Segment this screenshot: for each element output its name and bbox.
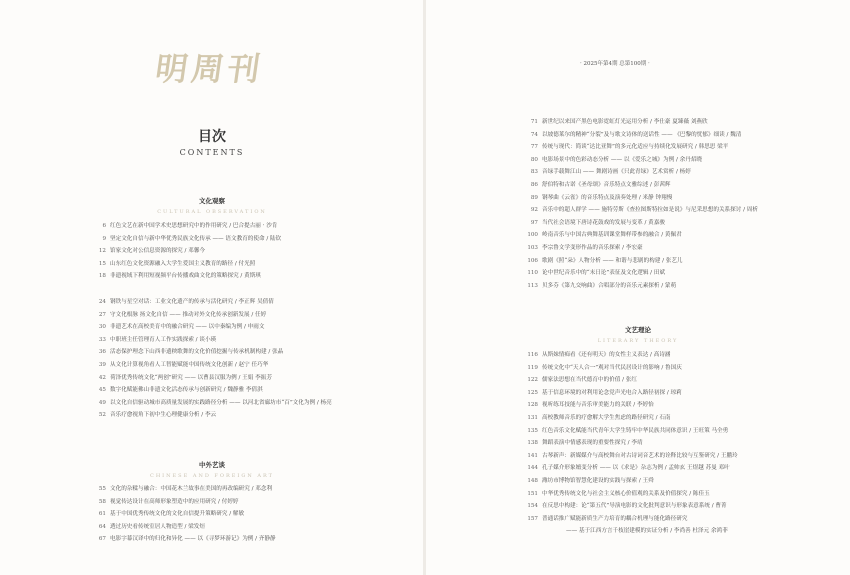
toc-entry[interactable] [524,243,758,256]
article-title: 视觉传达设计在高师形象塑造中的应用研究 / 付婷婷 [110,498,239,505]
page-number: 135 [527,427,538,434]
page-number: 144 [527,465,538,472]
page-number: 71 [530,119,538,125]
toc-entry[interactable] [524,193,758,206]
toc-entry[interactable] [524,256,758,269]
article-title: 电影字幕汉译中的归化和异化 —— 以《寻梦环游记》为例 / 齐静静 [110,536,276,543]
page-number: 61 [98,511,106,518]
page-number: 97 [530,219,538,226]
toc-entry[interactable] [92,534,276,547]
toc-entry[interactable] [524,180,758,193]
toc-list-cultural-2 [92,297,332,423]
page-number: 45 [98,387,106,394]
page-number: 151 [527,490,538,497]
toc-entry[interactable] [92,271,281,284]
toc-entry[interactable] [524,268,758,281]
page-number: 103 [527,244,538,251]
toc-entry[interactable] [92,347,332,360]
toc-list-art [92,484,276,547]
page-number: 18 [98,273,106,280]
article-title: 以文化自信驱动城市高质量发展的实践路径分析 —— 以河北省廊坊市“百”文化为例 / 杨亮 [110,399,332,406]
article-title: 从斯妹情痴看《还有明天》的女性主义表达 / 高诗涵 [542,352,671,358]
toc-entry[interactable] [92,410,332,423]
article-title: 传统文化中“天人合一”观对当代民居设计的影响 / 鲁国庆 [542,364,682,371]
article-title: —— 基于江西方言千枝崖建模的实证分析 / 李尚善 杜泽元 余鸿菲 [566,528,728,535]
page-number: 77 [530,144,538,151]
page-number: 9 [102,235,106,242]
article-title: 钢铁与星空对话：工业文化遗产的传承与活化研究 / 李正辉 吴倩倩 [110,299,274,305]
page-number: 131 [527,414,538,421]
page-number: 39 [98,361,106,368]
toc-subtitle: CONTENTS [179,148,245,157]
page-number: 154 [527,503,538,510]
toc-list-literary [524,350,738,539]
article-title: 以坡德莱尔的精神“分裂”及与歌文诗体的送话性 —— 《巴黎的忧郁》细读 / 魏清 [542,131,742,138]
page-number: 83 [530,169,538,176]
toc-entry[interactable] [524,426,738,439]
page-number: 141 [527,452,538,459]
toc-entry[interactable] [524,476,738,489]
page-number: 42 [98,374,106,381]
article-title: 潍坊市博物馆智慧化建设的实践与探索 / 王舜 [542,477,654,484]
toc-entry[interactable] [524,167,758,180]
article-title: 红色文艺在新中国学术史思想研究中的作用研究 / 巴合提古丽 · 沙肯 [110,223,278,229]
page-number: 119 [527,364,538,371]
article-title: 透过历史看传统室居人物造型 / 梁发烜 [110,523,205,530]
article-title: 非遗视域下利用短视频平台传播戏曲文化的策略探究 / 黄斯琪 [110,273,261,280]
toc-entry[interactable] [92,398,332,411]
article-title: 歌剧《照“朵》人物分析 —— 和谐与悲剧的构建 / 张艺儿 [542,257,683,264]
article-title: 红色音乐文化赋能当代青年大学生铸牢中华民族共同体意识 / 王旺策 马全勇 [542,427,729,434]
section-subtitle-cultural: CULTURAL OBSERVATION [157,209,267,215]
toc-list-art-continued [524,117,758,293]
article-title: 当代社会语境下唐诗花鼓戏的发展与变革 / 黄嘉骏 [542,219,665,226]
article-title: 古琴新声：新媒媒介与高校舞台对古诗词音艺术的诠释比较与互鉴研究 / 王鹏玲 [542,452,738,459]
toc-entry[interactable] [92,297,332,310]
article-title: 李宗鲁文学变形作品的音乐探索 / 李宏豪 [542,244,643,251]
toc-entry[interactable] [92,522,276,535]
article-title: 舒伯特和古诺《圣母颂》音乐特点文雅综述 / 彭茜辉 [542,181,671,188]
right-page [426,0,850,575]
page-number: 30 [98,324,106,331]
toc-entry[interactable] [92,221,281,234]
page-number: 110 [527,270,538,277]
page-number: 33 [98,336,106,343]
toc-entry[interactable] [92,484,276,497]
article-title: 数字化赋能佛山非遗文化活态传承与创新研究 / 魏静雅 李倩淇 [110,387,263,394]
article-title: 电影场景中的色彩动态分析 —— 以《爱乐之城》为例 / 余丹炤晓 [542,156,703,163]
article-title: 论中世纪音乐中的“末日论”表征及文化逻辑 / 田斌 [542,270,666,277]
section-title-cultural: 文化观察 [199,197,225,205]
toc-entry[interactable] [524,413,738,426]
toc-entry[interactable] [524,205,758,218]
page-number: 89 [530,194,538,201]
page-number: 64 [98,523,106,530]
article-title: 中华优秀传统文化与社会主义核心价值观的关系及价值探究 / 陈佳玉 [542,490,710,497]
toc-entry[interactable] [524,281,758,294]
page-number: 138 [527,440,538,447]
section-subtitle-literary: LITERARY THEORY [597,338,679,344]
page-number: 100 [527,232,538,239]
page-number: 125 [527,389,538,396]
toc-entry[interactable] [524,526,738,539]
section-title-art: 中外艺谈 [199,461,225,469]
article-title: 儒家法思想在当代德育中的价值 / 张红 [542,377,637,384]
toc-entry[interactable] [524,130,758,143]
page-number: 106 [527,257,538,264]
toc-entry[interactable] [524,388,738,401]
article-title: 从文化计算视角看人工智能赋能中国传统文化创新 / 赵宁 任巧华 [110,361,269,368]
page-number: 15 [98,260,106,267]
toc-entry[interactable] [524,514,738,527]
article-title: 新世纪以来国产黑色电影霓虹灯光运用分析 / 李仕豪 夏臻薇 刘燕欣 [542,119,708,125]
article-title: 孔子媒介形象嬗变分析 —— 以《求是》杂志为例 / 孟帅玄 王煜越 苏曼 邓叶 [542,465,730,472]
article-title: 守文化根脉 扬文化自信 —— 推动对外文化传承创新发展 / 任婷 [110,311,267,318]
article-title: 基于信息环境的对利用论念党声光电合入路径初探 / 琼莉 [542,389,682,396]
article-title: 坚定文化自信与新中华优秀民族文化传承 —— 语文教育的使命 / 陆钦 [110,235,282,242]
section-title-literary: 文艺理论 [625,326,651,334]
article-title: 钢琴曲《云雀》的音乐特点及演奏处理 / 米静 钟翔慢 [542,194,673,201]
page-number: 24 [98,299,106,305]
toc-entry[interactable] [524,501,738,514]
article-title: 音绿手载舞江山 —— 舞剧诗画《只此青绿》艺术赏析 / 杨婷 [542,169,691,176]
page-number: 58 [98,498,106,505]
article-title: 岭南音乐与中国古典舞基训课堂舞样带参的融合 / 黄佩君 [542,232,682,239]
page-number: 36 [98,349,106,356]
toc-entry[interactable] [92,310,332,323]
toc-entry[interactable] [524,400,738,413]
page-number: 86 [530,181,538,188]
article-title: 活态保护理念下山西非遗秧歌舞的文化价值挖掘与传承机制构建 / 张晶 [110,349,284,356]
toc-entry[interactable] [524,463,738,476]
page-number: 113 [527,282,538,289]
section-subtitle-art: CHINESE AND FOREIGN ART [150,473,274,479]
toc-entry[interactable] [92,385,332,398]
toc-entry[interactable] [92,322,332,335]
page-number: 12 [98,248,106,255]
article-title: 中职班主任管理育人工作实践探索 / 谈小瑛 [110,336,217,343]
toc-entry[interactable] [524,489,738,502]
page-number: 80 [530,156,538,163]
page-number: 128 [527,402,538,409]
article-title: 文化的杂糅与融合：中国花木兰故事在美国的再改编研究 / 邓念利 [110,486,273,492]
article-title: 贝多芬《第九交响曲》合唱部分的音乐元素探析 / 蒙萌 [542,282,677,289]
issue-info: · 2025年第4期 总第100期 · [580,61,650,67]
page-number: 52 [98,412,106,419]
toc-title: 目次 [198,129,226,145]
toc-entry[interactable] [524,451,738,464]
article-title: 高校教师音乐的疗愈解大学生焦虑的路径研究 / 石南 [542,414,671,421]
toc-entry[interactable] [92,259,281,272]
toc-entry[interactable] [92,234,281,247]
article-title: 山东红色文化资源融入大学生爱国主义教育的路径 / 付光照 [110,260,256,267]
article-title: 基于中国优秀传统文化的文化自信提升策略研究 / 解敏 [110,511,245,518]
toc-entry[interactable] [524,142,758,155]
article-title: 音乐中的超人群学 —— 施特劳斯《查拉图斯特拉如是说》与尼采思想的关系探讨 / 周析 [542,207,758,214]
article-title: 普通话推广赋能新质生产力培育的耦合机理与能化路径研究 [542,515,688,522]
page-number: 157 [527,515,538,522]
article-title: 在反思中构建：论“第五代”导演电影的文化批判意识与形象表意系统 / 曹菁 [542,503,727,510]
toc-entry[interactable] [524,363,738,376]
toc-entry[interactable] [524,218,758,231]
toc-entry[interactable] [92,246,281,259]
toc-entry[interactable] [92,360,332,373]
page-number: 67 [98,536,106,543]
left-page [0,0,424,575]
article-title: 音乐疗愈视角下初中生心理健康分析 / 李云 [110,412,217,419]
toc-entry[interactable] [524,350,738,363]
article-title: 舞蹈表演中情感表现的重要性探究 / 李靖 [542,440,643,447]
page-number: 148 [527,477,538,484]
page-number: 27 [98,311,106,318]
article-title: 传统与现代：简谈“达比亚舞”的多元化适应与持续化发展研究 / 韩思思 梁平 [542,144,729,151]
toc-entry[interactable] [92,497,276,510]
article-title: 非遗艺术在高校美育中的融合研究 —— 以中秦编为例 / 申雨文 [110,324,265,331]
article-title: 视听练耳技能与音乐审美能力的关联 / 李婷怡 [542,402,654,409]
toc-entry[interactable] [92,509,276,522]
toc-entry[interactable] [524,438,738,451]
page-number: 116 [527,352,538,358]
toc-entry[interactable] [524,117,758,130]
page-number: 55 [98,486,106,492]
page-number: 74 [530,131,538,138]
toc-list-cultural-1 [92,221,281,284]
toc-entry[interactable] [92,335,332,348]
toc-entry[interactable] [524,230,758,243]
page-number: 6 [102,223,106,229]
page-number: 122 [527,377,538,384]
magazine-logo: 明周刊 [153,50,267,88]
toc-entry[interactable] [524,375,738,388]
page-number: 92 [530,207,538,214]
page-number: 49 [98,399,106,406]
toc-entry[interactable] [92,373,332,386]
article-title: 荷泽优秀传统文化“两创”研究 —— 以曹县汉服为例 / 王娟 李振芳 [110,374,272,381]
toc-entry[interactable] [524,155,758,168]
article-title: 馆家文化对公信息资源的探究 / 邓馨今 [110,248,205,255]
